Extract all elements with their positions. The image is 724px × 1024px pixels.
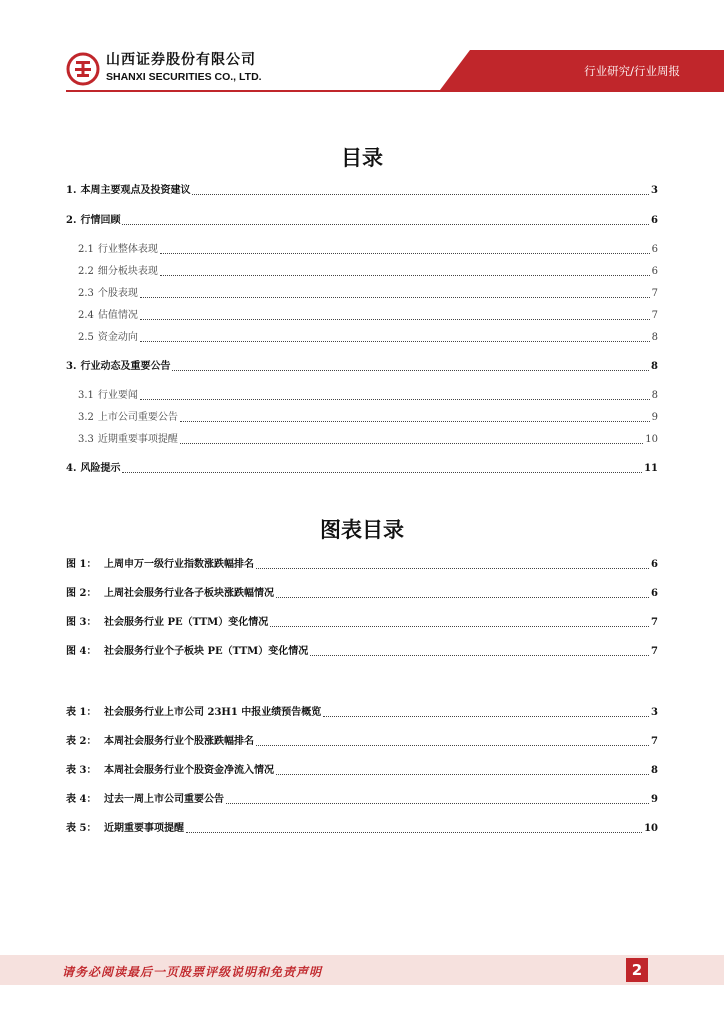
figure-entry[interactable]: 图 3： 社会服务行业 PE（TTM）变化情况 7 bbox=[66, 617, 658, 628]
toc-entry[interactable]: 2. 行情回顾 6 bbox=[66, 215, 658, 226]
dot-leader bbox=[226, 802, 649, 804]
dot-leader bbox=[256, 567, 649, 569]
toc-entry-page: 8 bbox=[651, 390, 658, 401]
toc-entry[interactable]: 4. 风险提示 11 bbox=[66, 463, 658, 474]
report-type-tag: 行业研究/行业周报 bbox=[584, 64, 680, 78]
toc-entry-label: 资金动向 bbox=[97, 332, 138, 343]
toc-entry-label: 行业动态及重要公告 bbox=[80, 361, 171, 372]
table-entry-label: 过去一周上市公司重要公告 bbox=[104, 794, 224, 805]
toc-entry-page: 3 bbox=[651, 185, 658, 196]
figure-entry-label: 社会服务行业 PE（TTM）变化情况 bbox=[104, 617, 269, 628]
table-entry[interactable]: 表 4： 过去一周上市公司重要公告 9 bbox=[66, 794, 658, 805]
dot-leader bbox=[172, 369, 649, 371]
table-entry-label: 本周社会服务行业个股涨跌幅排名 bbox=[104, 736, 254, 747]
table-entry-label: 社会服务行业上市公司 23H1 中报业绩预告概览 bbox=[104, 707, 322, 718]
toc-entry-page: 10 bbox=[645, 434, 658, 445]
figure-entry[interactable]: 图 4： 社会服务行业个子板块 PE（TTM）变化情况 7 bbox=[66, 646, 658, 657]
toc-entry-label: 行情回顾 bbox=[80, 215, 121, 226]
figure-entry[interactable]: 图 1： 上周申万一级行业指数涨跌幅排名 6 bbox=[66, 559, 658, 570]
figure-entry-page: 7 bbox=[651, 646, 658, 657]
dot-leader bbox=[140, 318, 650, 320]
company-logo-icon bbox=[66, 52, 100, 86]
toc-entry[interactable]: 1. 本周主要观点及投资建议 3 bbox=[66, 185, 658, 196]
toc-entry-label: 个股表现 bbox=[97, 288, 138, 299]
table-entry-page: 8 bbox=[651, 765, 658, 776]
table-entry-page: 10 bbox=[644, 823, 658, 834]
table-entry-page: 7 bbox=[651, 736, 658, 747]
figure-entry-page: 6 bbox=[651, 559, 658, 570]
table-entry[interactable]: 表 2： 本周社会服务行业个股涨跌幅排名 7 bbox=[66, 736, 658, 747]
toc-entry-page: 11 bbox=[644, 463, 658, 474]
header-divider bbox=[66, 90, 724, 92]
dot-leader bbox=[180, 420, 650, 422]
toc-title: 目录 bbox=[341, 146, 383, 170]
toc-entry-label: 风险提示 bbox=[80, 463, 121, 474]
figure-entry-label: 上周社会服务行业各子板块涨跌幅情况 bbox=[104, 588, 274, 599]
dot-leader bbox=[180, 442, 643, 444]
footer-disclaimer: 请务必阅读最后一页股票评级说明和免责声明 bbox=[62, 965, 323, 979]
page-number: 2 bbox=[626, 958, 648, 982]
toc-entry-label: 上市公司重要公告 bbox=[97, 412, 178, 423]
dot-leader bbox=[256, 744, 649, 746]
table-entry-label: 近期重要事项提醒 bbox=[104, 823, 184, 834]
toc-entry-label: 本周主要观点及投资建议 bbox=[80, 185, 191, 196]
toc-entry-page: 6 bbox=[651, 266, 658, 277]
dot-leader bbox=[160, 274, 650, 276]
toc-entry-label: 细分板块表现 bbox=[97, 266, 158, 277]
toc-subentry[interactable]: 2.5 资金动向 8 bbox=[78, 332, 658, 343]
toc-subentry[interactable]: 2.4 估值情况 7 bbox=[78, 310, 658, 321]
dot-leader bbox=[140, 296, 650, 298]
company-name-en: SHANXI SECURITIES CO., LTD. bbox=[106, 71, 262, 83]
dot-leader bbox=[140, 398, 650, 400]
toc-entry-page: 6 bbox=[651, 215, 658, 226]
page-header bbox=[0, 0, 724, 100]
toc-entry-page: 6 bbox=[651, 244, 658, 255]
table-entry-page: 9 bbox=[651, 794, 658, 805]
dot-leader bbox=[323, 715, 649, 717]
dot-leader bbox=[160, 252, 650, 254]
toc-entry-label: 行业要闻 bbox=[97, 390, 138, 401]
toc-entry-page: 8 bbox=[651, 361, 658, 372]
company-name-cn: 山西证券股份有限公司 bbox=[106, 52, 256, 68]
table-entry[interactable]: 表 1： 社会服务行业上市公司 23H1 中报业绩预告概览 3 bbox=[66, 707, 658, 718]
dot-leader bbox=[276, 596, 649, 598]
table-entry-page: 3 bbox=[651, 707, 658, 718]
dot-leader bbox=[122, 471, 642, 473]
toc-entry-page: 8 bbox=[651, 332, 658, 343]
dot-leader bbox=[122, 223, 649, 225]
toc-entry-label: 估值情况 bbox=[97, 310, 138, 321]
figure-entry-label: 上周申万一级行业指数涨跌幅排名 bbox=[104, 559, 254, 570]
figure-entry[interactable]: 图 2： 上周社会服务行业各子板块涨跌幅情况 6 bbox=[66, 588, 658, 599]
dot-leader bbox=[276, 773, 649, 775]
toc-entry-page: 7 bbox=[651, 288, 658, 299]
figure-entry-label: 社会服务行业个子板块 PE（TTM）变化情况 bbox=[104, 646, 309, 657]
dot-leader bbox=[310, 654, 649, 656]
table-entry-label: 本周社会服务行业个股资金净流入情况 bbox=[104, 765, 274, 776]
toc-entry-page: 7 bbox=[651, 310, 658, 321]
dot-leader bbox=[270, 625, 649, 627]
dot-leader bbox=[186, 831, 642, 833]
toc-subentry[interactable]: 3.1 行业要闻 8 bbox=[78, 390, 658, 401]
table-entry[interactable]: 表 3： 本周社会服务行业个股资金净流入情况 8 bbox=[66, 765, 658, 776]
figure-entry-page: 6 bbox=[651, 588, 658, 599]
company-name bbox=[106, 52, 262, 84]
figures-title: 图表目录 bbox=[320, 518, 404, 542]
toc-subentry[interactable]: 3.2 上市公司重要公告 9 bbox=[78, 412, 658, 423]
toc-subentry[interactable]: 2.1 行业整体表现 6 bbox=[78, 244, 658, 255]
toc-entry-page: 9 bbox=[651, 412, 658, 423]
toc-subentry[interactable]: 3.3 近期重要事项提醒 10 bbox=[78, 434, 658, 445]
dot-leader bbox=[192, 193, 649, 195]
toc-subentry[interactable]: 2.2 细分板块表现 6 bbox=[78, 266, 658, 277]
figure-entry-page: 7 bbox=[651, 617, 658, 628]
dot-leader bbox=[140, 340, 650, 342]
toc-entry[interactable]: 3. 行业动态及重要公告 8 bbox=[66, 361, 658, 372]
table-entry[interactable]: 表 5： 近期重要事项提醒 10 bbox=[66, 823, 658, 834]
toc-entry-label: 行业整体表现 bbox=[97, 244, 158, 255]
toc-entry-label: 近期重要事项提醒 bbox=[97, 434, 178, 445]
toc-subentry[interactable]: 2.3 个股表现 7 bbox=[78, 288, 658, 299]
